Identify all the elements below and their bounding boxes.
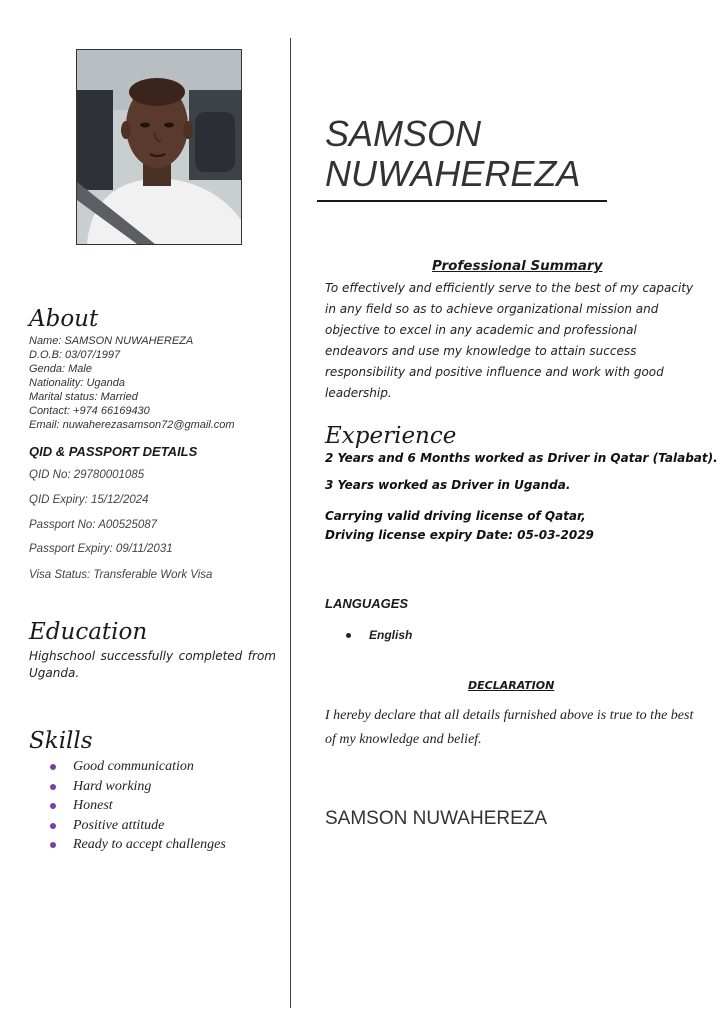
education-text xyxy=(29,648,276,682)
bullet-icon xyxy=(50,842,56,848)
name-line-last: NUWAHEREZA xyxy=(325,153,581,194)
skill-item: Positive attitude xyxy=(50,816,226,836)
candidate-name xyxy=(325,114,655,194)
about-heading: About xyxy=(29,306,99,332)
about-details xyxy=(29,334,235,432)
profile-photo xyxy=(76,49,242,245)
education-text-line1: Highschool successfully completed from xyxy=(29,649,276,663)
languages-heading: LANGUAGES xyxy=(325,596,409,611)
visa-status: Visa Status: Transferable Work Visa xyxy=(29,569,213,581)
about-nationality: Nationality: Uganda xyxy=(29,377,126,389)
bullet-icon xyxy=(346,633,351,638)
about-gender: Genda: Male xyxy=(29,363,92,375)
bullet-icon xyxy=(50,784,56,790)
skills-list xyxy=(50,757,226,855)
about-email: Email: nuwaherezasamson72@gmail.com xyxy=(29,419,235,431)
skill-item: Hard working xyxy=(50,777,226,797)
bullet-icon xyxy=(50,823,56,829)
language-item: English xyxy=(369,628,413,642)
summary-text: To effectively and efficiently serve to the best of my capacity in any field so as to achieve organizational mission and objective to excel in any academic and professional endeavors and use my knowledge to attain success responsibility and positive influence and work with good leadership. xyxy=(325,281,694,400)
education-heading: Education xyxy=(29,619,148,645)
about-marital-status: Marital status: Married xyxy=(29,391,138,403)
passport-number: Passport No: A00525087 xyxy=(29,519,158,531)
name-line-first: SAMSON xyxy=(325,113,482,154)
license-expiry: Driving license expiry Date: 05-03-2029 xyxy=(325,528,594,542)
about-name: Name: SAMSON NUWAHEREZA xyxy=(29,335,194,347)
bullet-icon xyxy=(50,803,56,809)
about-contact: Contact: +974 66169430 xyxy=(29,405,150,417)
experience-heading: Experience xyxy=(325,423,457,449)
about-dob: D.O.B: 03/07/1997 xyxy=(29,349,121,361)
signature-name: SAMSON NUWAHEREZA xyxy=(325,808,548,829)
qid-passport-heading: QID & PASSPORT DETAILS xyxy=(29,444,198,459)
skill-item: Ready to accept challenges xyxy=(50,835,226,855)
skill-item: Good communication xyxy=(50,757,226,777)
skills-heading: Skills xyxy=(29,728,93,754)
column-divider xyxy=(290,38,291,1008)
license-info: Carrying valid driving license of Qatar, xyxy=(325,509,586,523)
qid-expiry: QID Expiry: 15/12/2024 xyxy=(29,494,149,506)
skill-item: Honest xyxy=(50,796,226,816)
experience-uganda: 3 Years worked as Driver in Uganda. xyxy=(325,478,571,492)
qid-number: QID No: 29780001085 xyxy=(29,469,145,481)
bullet-icon xyxy=(50,764,56,770)
education-text-line2: Uganda. xyxy=(29,666,80,680)
summary-heading: Professional Summary xyxy=(432,258,603,274)
passport-expiry: Passport Expiry: 09/11/2031 xyxy=(29,543,173,555)
experience-qatar: 2 Years and 6 Months worked as Driver in Qatar (Talabat). xyxy=(325,451,718,465)
declaration-heading: DECLARATION xyxy=(468,679,555,692)
declaration-text: I hereby declare that all details furnished above is true to the best of my knowledge and belief. xyxy=(325,708,694,747)
name-underline xyxy=(317,200,607,202)
